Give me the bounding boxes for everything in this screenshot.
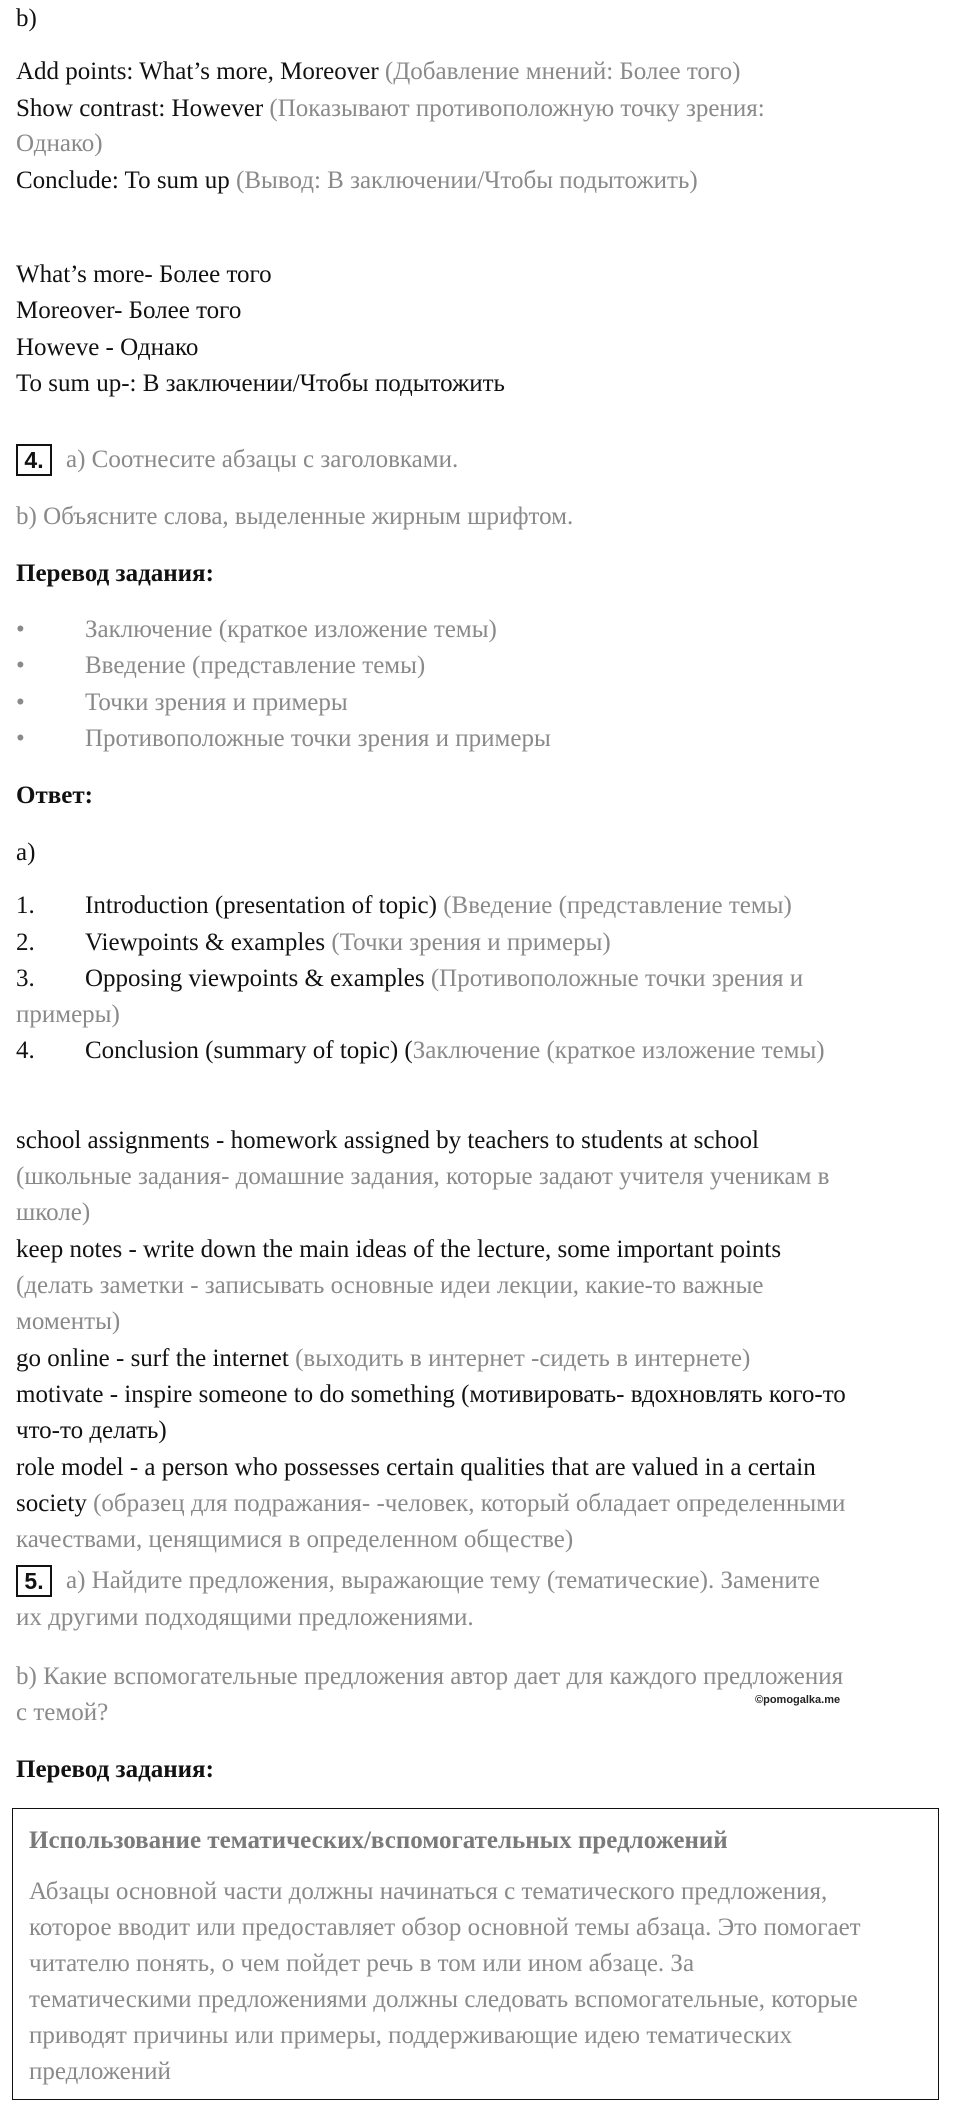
definition-line: (школьные задания- домашние задания, которые задают учителя ученикам в — [16, 1163, 830, 1190]
definition-line: (делать заметки - записывать основные идеи лекции, какие-то важные — [16, 1272, 764, 1299]
box-line: тематическими предложениями должны следовать вспомогательные, которые — [29, 1986, 858, 2013]
answer-heading: Ответ: — [16, 782, 93, 809]
task-4-part-b: b) Объясните слова, выделенные жирным шрифтом. — [16, 503, 574, 530]
definition-line: society (образец для подражания- -человек, который обладает определенными — [16, 1490, 846, 1517]
bullet-icon: • — [16, 652, 25, 679]
bullet-icon: • — [16, 689, 25, 716]
bullet-item: Введение (представление темы) — [85, 652, 426, 679]
answer-item-continued: примеры) — [16, 1001, 120, 1028]
point-line: Add points: What’s more, Moreover (Добавление мнений: Более того) — [16, 58, 741, 85]
bullet-item: Точки зрения и примеры — [85, 689, 348, 716]
watermark: ©pomogalka.me — [755, 1694, 841, 1706]
bullet-icon: • — [16, 616, 25, 643]
definition-line: school assignments - homework assigned by teachers to students at school — [16, 1127, 759, 1154]
translation-heading: Перевод задания: — [16, 560, 214, 587]
section-b-label: b) — [16, 5, 37, 32]
task-5-part-b-continued: с темой? — [16, 1699, 109, 1726]
bullet-icon: • — [16, 725, 25, 752]
definition-line: качествами, ценящимися в определенном обществе) — [16, 1526, 574, 1553]
vocab-item: Howeve - Однако — [16, 334, 199, 361]
definition-line: что-то делать) — [16, 1417, 167, 1444]
task-4-number: 4. — [16, 444, 52, 476]
answer-item: 4. Conclusion (summary of topic) (Заключение (краткое изложение темы) — [16, 1037, 825, 1064]
point-line: Show contrast: However (Показывают противоположную точку зрения: — [16, 95, 765, 122]
answer-item: 1. Introduction (presentation of topic) (Введение (представление темы) — [16, 892, 792, 919]
task-5-number: 5. — [16, 1565, 52, 1597]
definition-line: моменты) — [16, 1308, 121, 1335]
vocab-item: Moreover- Более того — [16, 297, 242, 324]
point-line-continued: Однако) — [16, 130, 103, 157]
translation-heading: Перевод задания: — [16, 1756, 214, 1783]
task-4-part-a: a) Соотнесите абзацы с заголовками. — [66, 446, 459, 473]
answer-item: 2. Viewpoints & examples (Точки зрения и примеры) — [16, 929, 611, 956]
box-line: которое вводит или предоставляет обзор основной темы абзаца. Это помогает — [29, 1914, 861, 1941]
answer-a-label: a) — [16, 839, 36, 866]
translation-box — [12, 1808, 939, 2100]
point-line: Conclude: To sum up (Вывод: В заключении/Чтобы подытожить) — [16, 167, 698, 194]
box-line: приводят причины или примеры, поддерживающие идею тематических — [29, 2022, 793, 2049]
definition-line: motivate - inspire someone to do something (мотивировать- вдохновлять кого-то — [16, 1381, 846, 1408]
box-title: Использование тематических/вспомогательных предложений — [29, 1827, 728, 1854]
box-line: Абзацы основной части должны начинаться с тематического предложения, — [29, 1878, 828, 1905]
task-5-part-a-continued: их другими подходящими предложениями. — [16, 1604, 474, 1631]
box-line: предложений — [29, 2058, 171, 2085]
task-5-part-a: a) Найдите предложения, выражающие тему (тематические). Замените — [66, 1567, 820, 1594]
definition-line: go online - surf the internet (выходить в интернет -сидеть в интернете) — [16, 1345, 751, 1372]
definition-line: keep notes - write down the main ideas of the lecture, some important points — [16, 1236, 782, 1263]
definition-line: школе) — [16, 1199, 91, 1226]
answer-item: 3. Opposing viewpoints & examples (Противоположные точки зрения и — [16, 965, 804, 992]
definition-line: role model - a person who possesses certain qualities that are valued in a certain — [16, 1454, 816, 1481]
vocab-item: To sum up-: В заключении/Чтобы подытожить — [16, 370, 505, 397]
bullet-item: Противоположные точки зрения и примеры — [85, 725, 551, 752]
vocab-item: What’s more- Более того — [16, 261, 272, 288]
bullet-item: Заключение (краткое изложение темы) — [85, 616, 497, 643]
box-line: читателю понять, о чем пойдет речь в том или ином абзаце. За — [29, 1950, 695, 1977]
task-5-part-b: b) Какие вспомогательные предложения автор дает для каждого предложения — [16, 1663, 844, 1690]
